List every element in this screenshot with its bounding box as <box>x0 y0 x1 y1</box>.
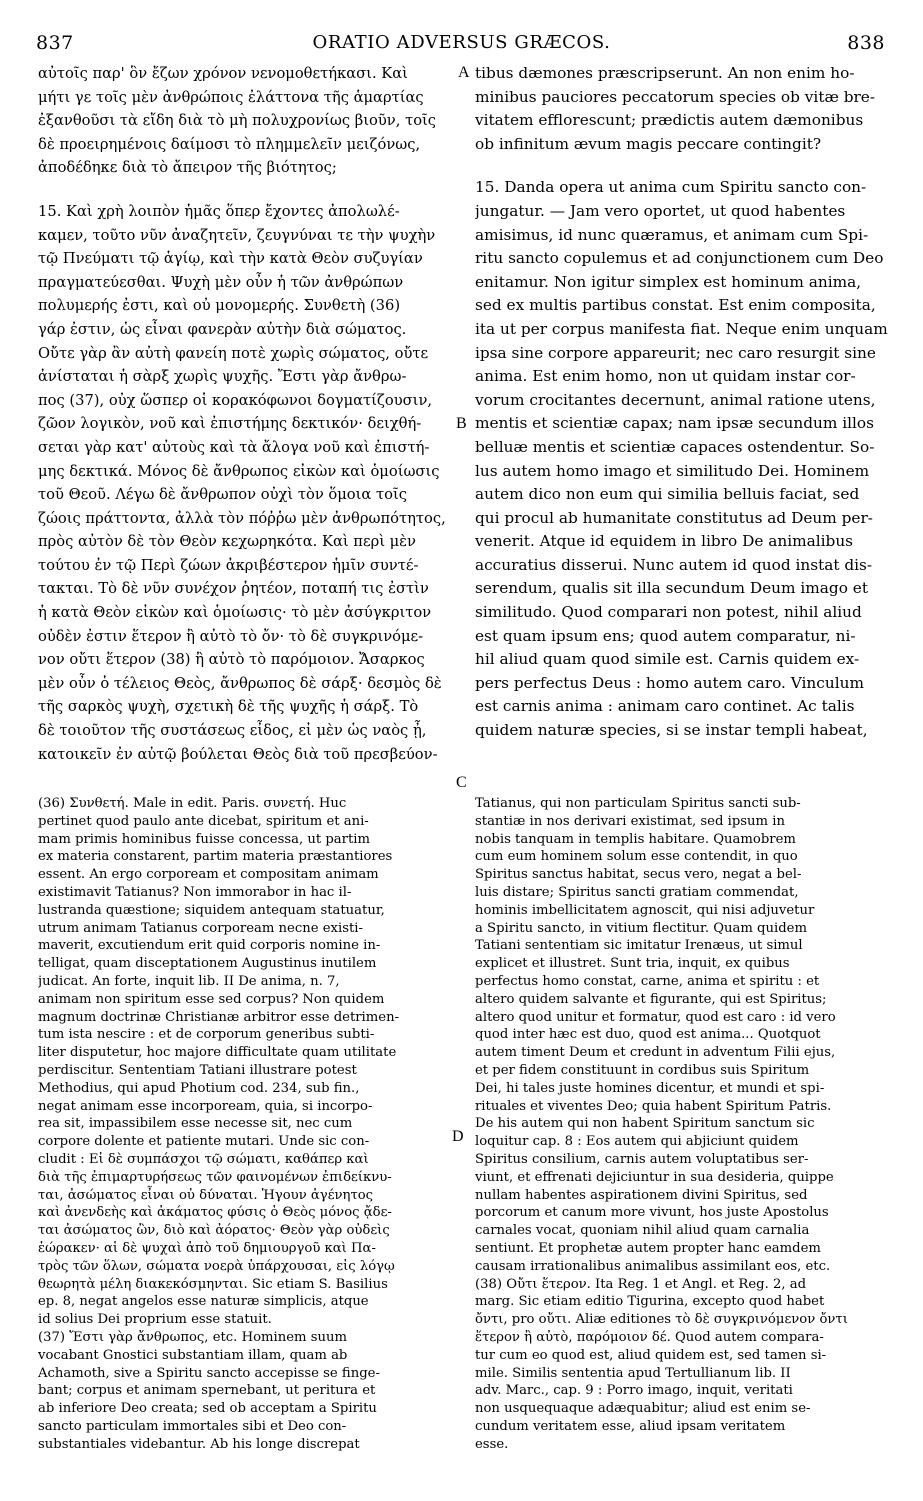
text-line: ζῶον λογικὸν, νοῦ καὶ ἐπιστήμης δεκτικόν· δειχθή- <box>38 415 422 433</box>
text-line: non usquequaque adæquabitur; aliud est enim se- <box>475 1401 811 1417</box>
text-line: (37) Ἔστι γὰρ ἄνθρωπος, etc. Hominem suum <box>38 1329 347 1345</box>
text-line: mile. Similis sententia apud Tertullianum lib. II <box>475 1365 791 1381</box>
text-line: cum eum hominem solum esse contendit, in quo <box>475 849 798 865</box>
text-line: cludit : Εἰ δὲ συμπάσχοι τῷ σώματι, καθάπερ καὶ <box>38 1151 369 1167</box>
text-line: causam irrationalibus animalibus assimilant eos, etc. <box>475 1258 831 1274</box>
text-line: anima. Est enim homo, non ut quidam instar cor- <box>475 367 856 386</box>
text-line: tur cum eo quod est, aliud quidem est, sed tamen si- <box>475 1347 827 1363</box>
text-line: belluæ mentis et scientiæ capaces ostendentur. So- <box>475 437 875 456</box>
text-line: αὐτοῖς παρ' ὃν ἔζων χρόνον νενομοθετήκασι. Καὶ <box>38 65 408 82</box>
text-line: ἀνίσταται ἡ σὰρξ χωρὶς ψυχῆς. Ἔστι γὰρ ἄνθρω- <box>38 368 407 386</box>
text-line: loquitur cap. 8 : Eos autem qui abjiciunt quidem <box>475 1134 799 1150</box>
running-title: ORATIO ADVERSUS GRÆCOS. <box>312 32 611 53</box>
text-line: lustranda quæstione; siquidem antequam statuatur, <box>38 902 385 918</box>
text-line: corpore dolente et patiente mutari. Unde sic con- <box>38 1134 370 1150</box>
text-line: mentis et scientiæ capax; nam ipsæ secundum illos <box>475 414 874 433</box>
text-line: magnum doctrinæ Christianæ arbitror esse detrimen- <box>38 1009 400 1025</box>
text-line: hil aliud quam quod simile est. Carnis quidem ex- <box>475 650 860 669</box>
text-line: altero quod unitur et formatur, quod est caro : id vero <box>475 1009 836 1025</box>
text-line: (38) Οὔτι ἕτερον. Ita Reg. 1 et Angl. et Reg. 2, ad <box>475 1276 807 1292</box>
text-line: jungatur. — Jam vero oportet, ut quod habentes <box>475 201 846 220</box>
text-line: ται, ἀσώματος εἶναι οὐ δύναται. Ἡγουν ἀγένητος <box>38 1187 374 1203</box>
text-line: explicet et illustret. Sunt tria, inquit, ex quibus <box>475 956 790 972</box>
text-line: maverit, excutiendum erit quid corporis nomine in- <box>38 938 381 954</box>
text-line: 15. Danda opera ut anima cum Spiritu sancto con- <box>475 178 867 197</box>
text-line: ἀποδέδηκε διὰ τὸ ἄπειρον τῆς βιότητος; <box>38 159 337 177</box>
text-line: minibus pauciores peccatorum species ob vitæ bre- <box>475 87 876 106</box>
text-line: animam non spiritum esse sed corpus? Non quidem <box>38 991 385 1007</box>
text-line: νον οὔτι ἕτερον (38) ἢ αὐτὸ τὸ παρόμοιον. Ἄσαρκος <box>38 651 425 669</box>
text-line: perdiscitur. Sententiam Tatiani illustrare potest <box>38 1062 357 1078</box>
text-line: telligat, quam disceptationem Augustinus inutilem <box>38 956 377 972</box>
text-line: bant; corpus et animam spernebant, ut peritura et <box>38 1383 376 1399</box>
text-line: Spiritus sanctus habitat, secus vero, negat a bel- <box>475 867 802 883</box>
page-number-right: 838 <box>847 32 885 54</box>
text-line: tum ista nescire : et de corporum generibus subti- <box>38 1027 375 1043</box>
text-line: nobis tanquam in templis habitare. Quamobrem <box>475 831 796 847</box>
text-line: qui procul ab humanitate constitutus ad Deum per- <box>475 508 873 527</box>
text-line: ται ἀσώματος ὢν, διὸ καὶ ἀόρατος· Θεὸν γὰρ οὐδεὶς <box>38 1223 390 1239</box>
text-line: γάρ ἐστιν, ὡς εἶναι φανερὰν αὐτὴν διὰ σώματος. <box>38 320 407 338</box>
text-line: adv. Marc., cap. 9 : Porro imago, inquit, veritati <box>475 1383 793 1399</box>
text-line: existimavit Tatianus? Non immorabor in hac il- <box>38 884 352 900</box>
text-line: est quam ipsum ens; quod autem comparatur, ni- <box>475 626 856 645</box>
text-line: vorum crocitantes decernunt, animal ratione utens, <box>475 390 876 409</box>
text-line: negat animam esse incorpoream, quia, si incorpo- <box>38 1098 373 1114</box>
text-line: serendum, qualis sit illa secundum Deum imago et <box>475 579 868 598</box>
text-line: Achamoth, sive a Spiritu sancto accepisse se finge- <box>38 1365 380 1381</box>
text-line: διὰ τῆς ἐπιμαρτυρήσεως τῶν φαινομένων ἐπιδείκνυ- <box>38 1169 392 1185</box>
text-line: lus autem homo imago et similitudo Dei. Hominem <box>475 461 870 480</box>
text-line: sentiunt. Et prophetæ autem propter hanc eamdem <box>475 1240 821 1256</box>
footnotes-left-column <box>38 795 454 1485</box>
text-line: tibus dæmones præscripserunt. An non enim ho- <box>475 64 855 82</box>
text-line: καμεν, τοῦτο νῦν ἀναζητεῖν, ζευγνύναι τε τὴν ψυχὴν <box>38 226 436 244</box>
text-line: μης δεκτικά. Μόνος δὲ ἄνθρωπος εἰκὼν καὶ ὁμοίωσις <box>38 462 440 480</box>
text-line: ἕτερον ἢ αὐτὸ, παρόμοιον δέ. Quod autem compara- <box>475 1329 824 1345</box>
text-line: utrum animam Tatianus corpoream necne existi- <box>38 920 363 936</box>
text-line: porcorum et canum more vivunt, hos juste Apostolus <box>475 1205 829 1221</box>
margin-marker-d: D <box>452 1128 464 1145</box>
text-line: stantiæ in nos derivari existimat, sed ipsum in <box>475 813 785 829</box>
text-line: θεωρητὰ μέλη διακεκόσμηνται. Sic etiam S. Basilius <box>38 1276 388 1292</box>
text-line: τῷ Πνεύματι τῷ ἁγίῳ, καὶ τὴν κατὰ Θεὸν συζυγίαν <box>38 250 423 268</box>
text-line: καὶ ἀνενδεὴς καὶ ἀκάματος φύσις ὁ Θεὸς μόνος ᾄδε- <box>38 1205 392 1221</box>
text-line: πος (37), οὐχ ὥσπερ οἱ κορακόφωνοι δογματίζουσιν, <box>38 391 433 409</box>
text-line: et per fidem constituunt in cordibus suis Spiritum <box>475 1062 810 1078</box>
text-line: ex materia constarent, partim materia præstantiores <box>38 849 393 865</box>
text-line: id solius Dei proprium esse statuit. <box>38 1312 272 1328</box>
text-line: hominis imbellicitatem agnoscit, qui nisi adjuvetur <box>475 902 815 918</box>
text-line: πραγματεύεσθαι. Ψυχὴ μὲν οὖν ἡ τῶν ἀνθρώπων <box>38 273 404 291</box>
text-line: pertinet quod paulo ante dicebat, spiritum et ani- <box>38 813 369 829</box>
text-line: ἐξανθοῦσι τὰ εἴδη διὰ τὸ μὴ πολυχρονίως βιοῦν, τοῖς <box>38 112 437 130</box>
text-line: ἡ κατὰ Θεὸν εἰκὼν καὶ ὁμοίωσις· τὸ μὲν ἀσύγκριτον <box>38 604 432 622</box>
text-line: sancto particulam immortales sibi et Deo con- <box>38 1418 347 1434</box>
text-line: vocabant Gnostici substantiam illam, quam ab <box>38 1347 348 1363</box>
margin-marker-a: A <box>458 64 470 81</box>
text-line: quidem naturæ species, si se instar templi habeat, <box>475 721 868 740</box>
text-line: cundum veritatem esse, aliud ipsam veritatem <box>475 1418 786 1434</box>
margin-marker-b: B <box>456 415 467 432</box>
latin-text-column <box>475 62 893 762</box>
text-line: rituales et viventes Deo; quia habent Spiritum Patris. <box>475 1098 832 1114</box>
text-line: a Spiritu sancto, in vitium flectitur. Quam quidem <box>475 920 807 936</box>
text-line: perfectus homo constat, carne, anima et spiritu : et <box>475 973 820 989</box>
text-line: κατοικεῖν ἐν αὐτῷ βούλεται Θεὸς διὰ τοῦ πρεσβεύον- <box>38 745 438 762</box>
text-line: ὄντι, pro οὔτι. Aliæ editiones τὸ δὲ συγκρινόμενον ὄντι <box>475 1312 848 1328</box>
text-line: ab inferiore Deo creata; sed ob acceptam a Spiritu <box>38 1401 377 1417</box>
margin-marker-c: C <box>456 774 467 791</box>
text-line: Tatiani sententiam sic imitatur Irenæus, ut simul <box>475 938 803 954</box>
text-line: Methodius, qui apud Photium cod. 234, sub fin., <box>38 1080 360 1096</box>
text-line: pers perfectus Deus : homo autem caro. Vinculum <box>475 673 864 692</box>
text-line: δὲ τοιοῦτον τῆς συστάσεως εἶδος, εἰ μὲν ὡς ναὸς ᾖ, <box>38 722 427 740</box>
text-line: autem dico non eum qui similia belluis faciat, sed <box>475 485 860 504</box>
text-line: essent. An ergo corpoream et compositam animam <box>38 867 379 883</box>
text-line: οὐδὲν ἐστιν ἕτερον ἢ αὐτὸ τὸ ὄν· τὸ δὲ συγκρινόμε- <box>38 627 424 645</box>
text-line: τακται. Τὸ δὲ νῦν συνέχον ῥητέον, ποταπή τις ἐστὶν <box>38 580 429 598</box>
text-line: πολυμερής ἐστι, καὶ οὐ μονομερής. Συνθετὴ (36) <box>38 297 401 315</box>
text-line: ipsa sine corpore appareurit; nec caro resurgit sine <box>475 343 876 362</box>
text-line <box>38 180 458 200</box>
text-line: 15. Καὶ χρὴ λοιπὸν ἡμᾶς ὅπερ ἔχοντες ἀπολωλέ- <box>38 202 400 220</box>
text-line: est carnis anima : animam caro continet. Ac talis <box>475 697 855 716</box>
text-line: similitudo. Quod comparari non potest, nihil aliud <box>475 603 862 622</box>
text-line: τοῦ Θεοῦ. Λέγω δὲ ἄνθρωπον οὐχὶ τὸν ὅμοια τοῖς <box>38 486 407 504</box>
footnotes-right-column <box>475 795 893 1485</box>
text-line: (36) Συνθετή. Male in edit. Paris. συνετή. Huc <box>38 796 347 811</box>
text-line: quod inter hæc est duo, quod est anima... Quotquot <box>475 1027 821 1043</box>
text-line: Spiritus consilium, carnis autem voluptatibus ser- <box>475 1151 809 1167</box>
page-number-left: 837 <box>36 32 74 54</box>
text-line: πρὸς αὐτὸν δὲ τὸν Θεὸν κεχωρηκότα. Καὶ περὶ μὲν <box>38 533 416 551</box>
greek-text-column <box>38 62 458 762</box>
text-line: luis distare; Spiritus sancti gratiam commendat, <box>475 884 799 900</box>
text-line: enitamur. Non igitur simplex est hominum anima, <box>475 272 862 291</box>
text-line: rea sit, impassibilem esse necesse sit, nec cum <box>38 1116 353 1132</box>
text-line: carnales vocat, quoniam nihil aliud quam carnalia <box>475 1223 810 1239</box>
text-line: μὲν οὖν ὁ τέλειος Θεὸς, ἄνθρωπος δὲ σάρξ· δεσμὸς δὲ <box>38 674 442 692</box>
text-line: ζώοις πράττοντα, ἀλλὰ τὸν πόῤῥω μὲν ἀνθρωπότητος, <box>38 509 446 527</box>
text-line: δὲ προειρημένοις δαίμοσι τὸ πλημμελεῖν μειζόνως, <box>38 135 421 153</box>
text-line: τρὸς τῶν ὅλων, σώματα νοερὰ ὑπάρχουσαι, εἰς λόγῳ <box>38 1258 395 1274</box>
text-line: σεται γὰρ κατ' αὐτοὺς καὶ τὰ ἄλογα νοῦ καὶ ἐπιστή- <box>38 438 430 456</box>
text-line: τούτου ἐν τῷ Περὶ ζώων ἀκριβέστερον ἡμῖν συντέ- <box>38 556 419 574</box>
text-line: mam primis hominibus fuisse concessa, ut partim <box>38 831 370 847</box>
text-line: nullam habentes aspirationem divini Spiritus, sed <box>475 1187 808 1203</box>
text-line: substantiales videbantur. Ab his longe discrepat <box>38 1436 360 1452</box>
text-line: esse. <box>475 1436 509 1452</box>
text-line: accuratius disserui. Nunc autem id quod instat dis- <box>475 555 873 574</box>
text-line: τῆς σαρκὸς ψυχὴ, σχετικὴ δὲ τῆς ψυχῆς ἡ σάρξ. Τὸ <box>38 698 419 716</box>
text-line: sed ex multis partibus constat. Est enim composita, <box>475 296 876 315</box>
text-line: amisimus, id nunc quæramus, et animam cum Spi- <box>475 225 869 244</box>
text-line: autem timent Deum et credunt in adventum Filii ejus, <box>475 1045 836 1061</box>
text-line: viunt, et effrenati dejiciuntur in sua desideria, quippe <box>475 1169 834 1185</box>
text-line: marg. Sic etiam editio Tigurina, excepto quod habet <box>475 1294 825 1310</box>
text-line: Tatianus, qui non particulam Spiritus sancti sub- <box>475 796 801 811</box>
text-line: altero quidem salvante et figurante, qui est Spiritus; <box>475 991 827 1007</box>
text-line: Οὔτε γὰρ ἂν αὐτὴ φανείη ποτὲ χωρὶς σώματος, οὔτε <box>38 344 429 362</box>
text-line: ita ut per corpus manifesta fiat. Neque enim unquam <box>475 319 888 338</box>
text-line: liter disputetur, hoc majore difficultate quam utilitate <box>38 1045 397 1061</box>
text-line: vitatem efflorescunt; prædictis autem dæmonibus <box>475 111 864 130</box>
text-line: μήτι γε τοῖς μὲν ἀνθρώποις ἐλάττονα τῆς ἁμαρτίας <box>38 88 424 106</box>
text-line: De his autem qui non habent Spiritum sanctum sic <box>475 1116 815 1132</box>
text-line: ritu sancto copulemus et ad conjunctionem cum Deo <box>475 249 884 268</box>
text-line: ep. 8, negat angelos esse naturæ simplicis, atque <box>38 1294 369 1310</box>
text-line: judicat. An forte, inquit lib. II De anima, n. 7, <box>38 973 340 989</box>
text-line: ob infinitum ævum magis peccare contingit? <box>475 134 822 153</box>
text-line: venerit. Atque id equidem in libro De animalibus <box>475 532 854 551</box>
text-line: Dei, hi tales juste homines dicentur, et mundi et spi- <box>475 1080 825 1096</box>
text-line <box>475 156 893 176</box>
text-line: ἑώρακεν· αἱ δὲ ψυχαὶ ἀπὸ τοῦ δημιουργοῦ καὶ Πα- <box>38 1240 376 1256</box>
